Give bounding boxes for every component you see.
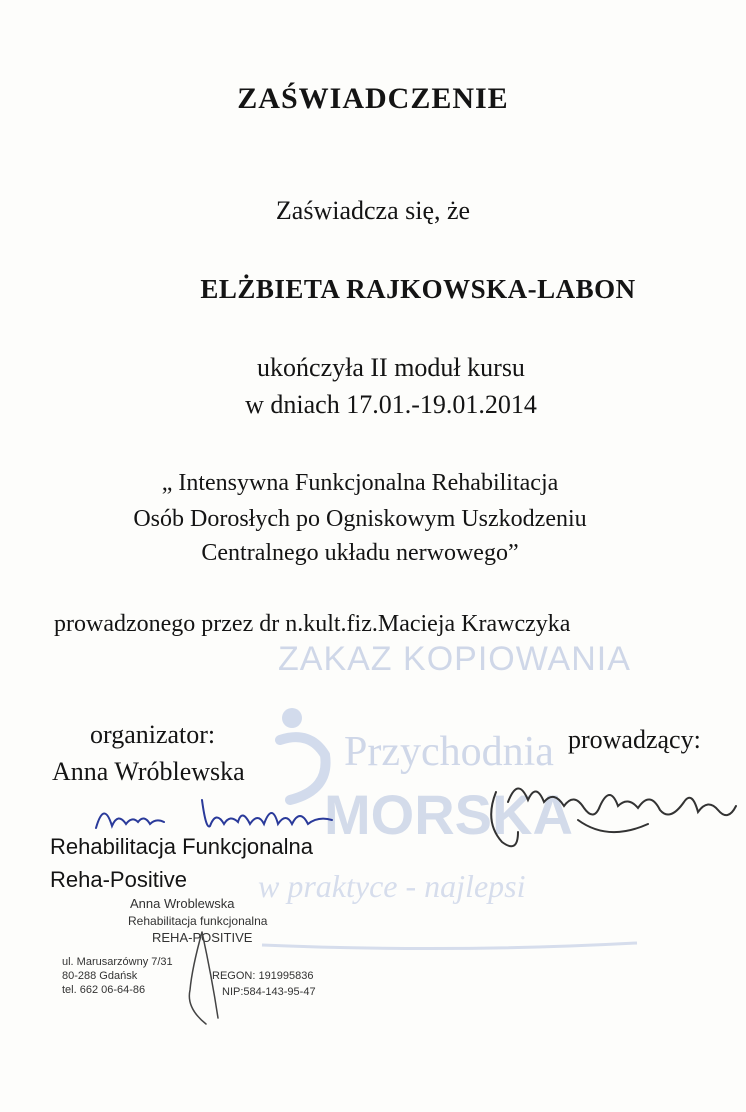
document-title: ZAŚWIADCZENIE [237, 82, 509, 115]
watermark-underline [262, 935, 642, 955]
stamp-name: Anna Wroblewska [130, 896, 235, 911]
completion-text: ukończyła II moduł kursu [257, 353, 525, 382]
watermark-clinic-name-2: MORSKA [324, 783, 573, 846]
stamp-address-3: tel. 662 06-64-86 [62, 984, 146, 996]
organizer-label: organizator: [90, 720, 216, 749]
intro-text: Zaświadcza się, że [275, 196, 471, 225]
stamp-address-2: 80-288 Gdańsk [62, 970, 138, 982]
stamp-subtitle: Rehabilitacja funkcjonalna [128, 914, 268, 928]
stamp-nip: NIP:584-143-95-47 [222, 986, 316, 998]
conducted-by-text: prowadzonego przez dr n.kult.fiz.Macieja Krawczyka [54, 611, 571, 637]
stamp-regon: REGON: 191995836 [212, 970, 314, 982]
person-name: ELŻBIETA RAJKOWSKA-LABON [200, 274, 636, 304]
organizer-signature [92, 790, 352, 840]
stamp-brand: REHA-POSITIVE [152, 930, 253, 945]
watermark-slogan: w praktyce - najlepsi [258, 868, 526, 904]
course-title-line-2: Osób Dorosłych po Ogniskowym Uszkodzeniu [133, 506, 587, 532]
organizer-name: Anna Wróblewska [52, 757, 245, 786]
lecturer-signature [478, 762, 740, 857]
stamp-address-1: ul. Marusarzówny 7/31 [62, 956, 173, 968]
watermark-clinic-name: Przychodnia [344, 729, 554, 775]
course-dates: w dniach 17.01.-19.01.2014 [245, 390, 537, 419]
organizer-company-line-1: Rehabilitacja Funkcjonalna [50, 834, 313, 859]
course-title-line-1: „ Intensywna Funkcjonalna Rehabilitacja [161, 470, 559, 496]
organizer-company-line-2: Reha-Positive [50, 867, 187, 892]
watermark-copy-notice: ZAKAZ KOPIOWANIA [278, 640, 631, 678]
lecturer-label: prowadzący: [568, 725, 701, 754]
course-title-line-3: Centralnego układu nerwowego” [201, 540, 519, 566]
stamp-signature-stroke [172, 928, 232, 1028]
